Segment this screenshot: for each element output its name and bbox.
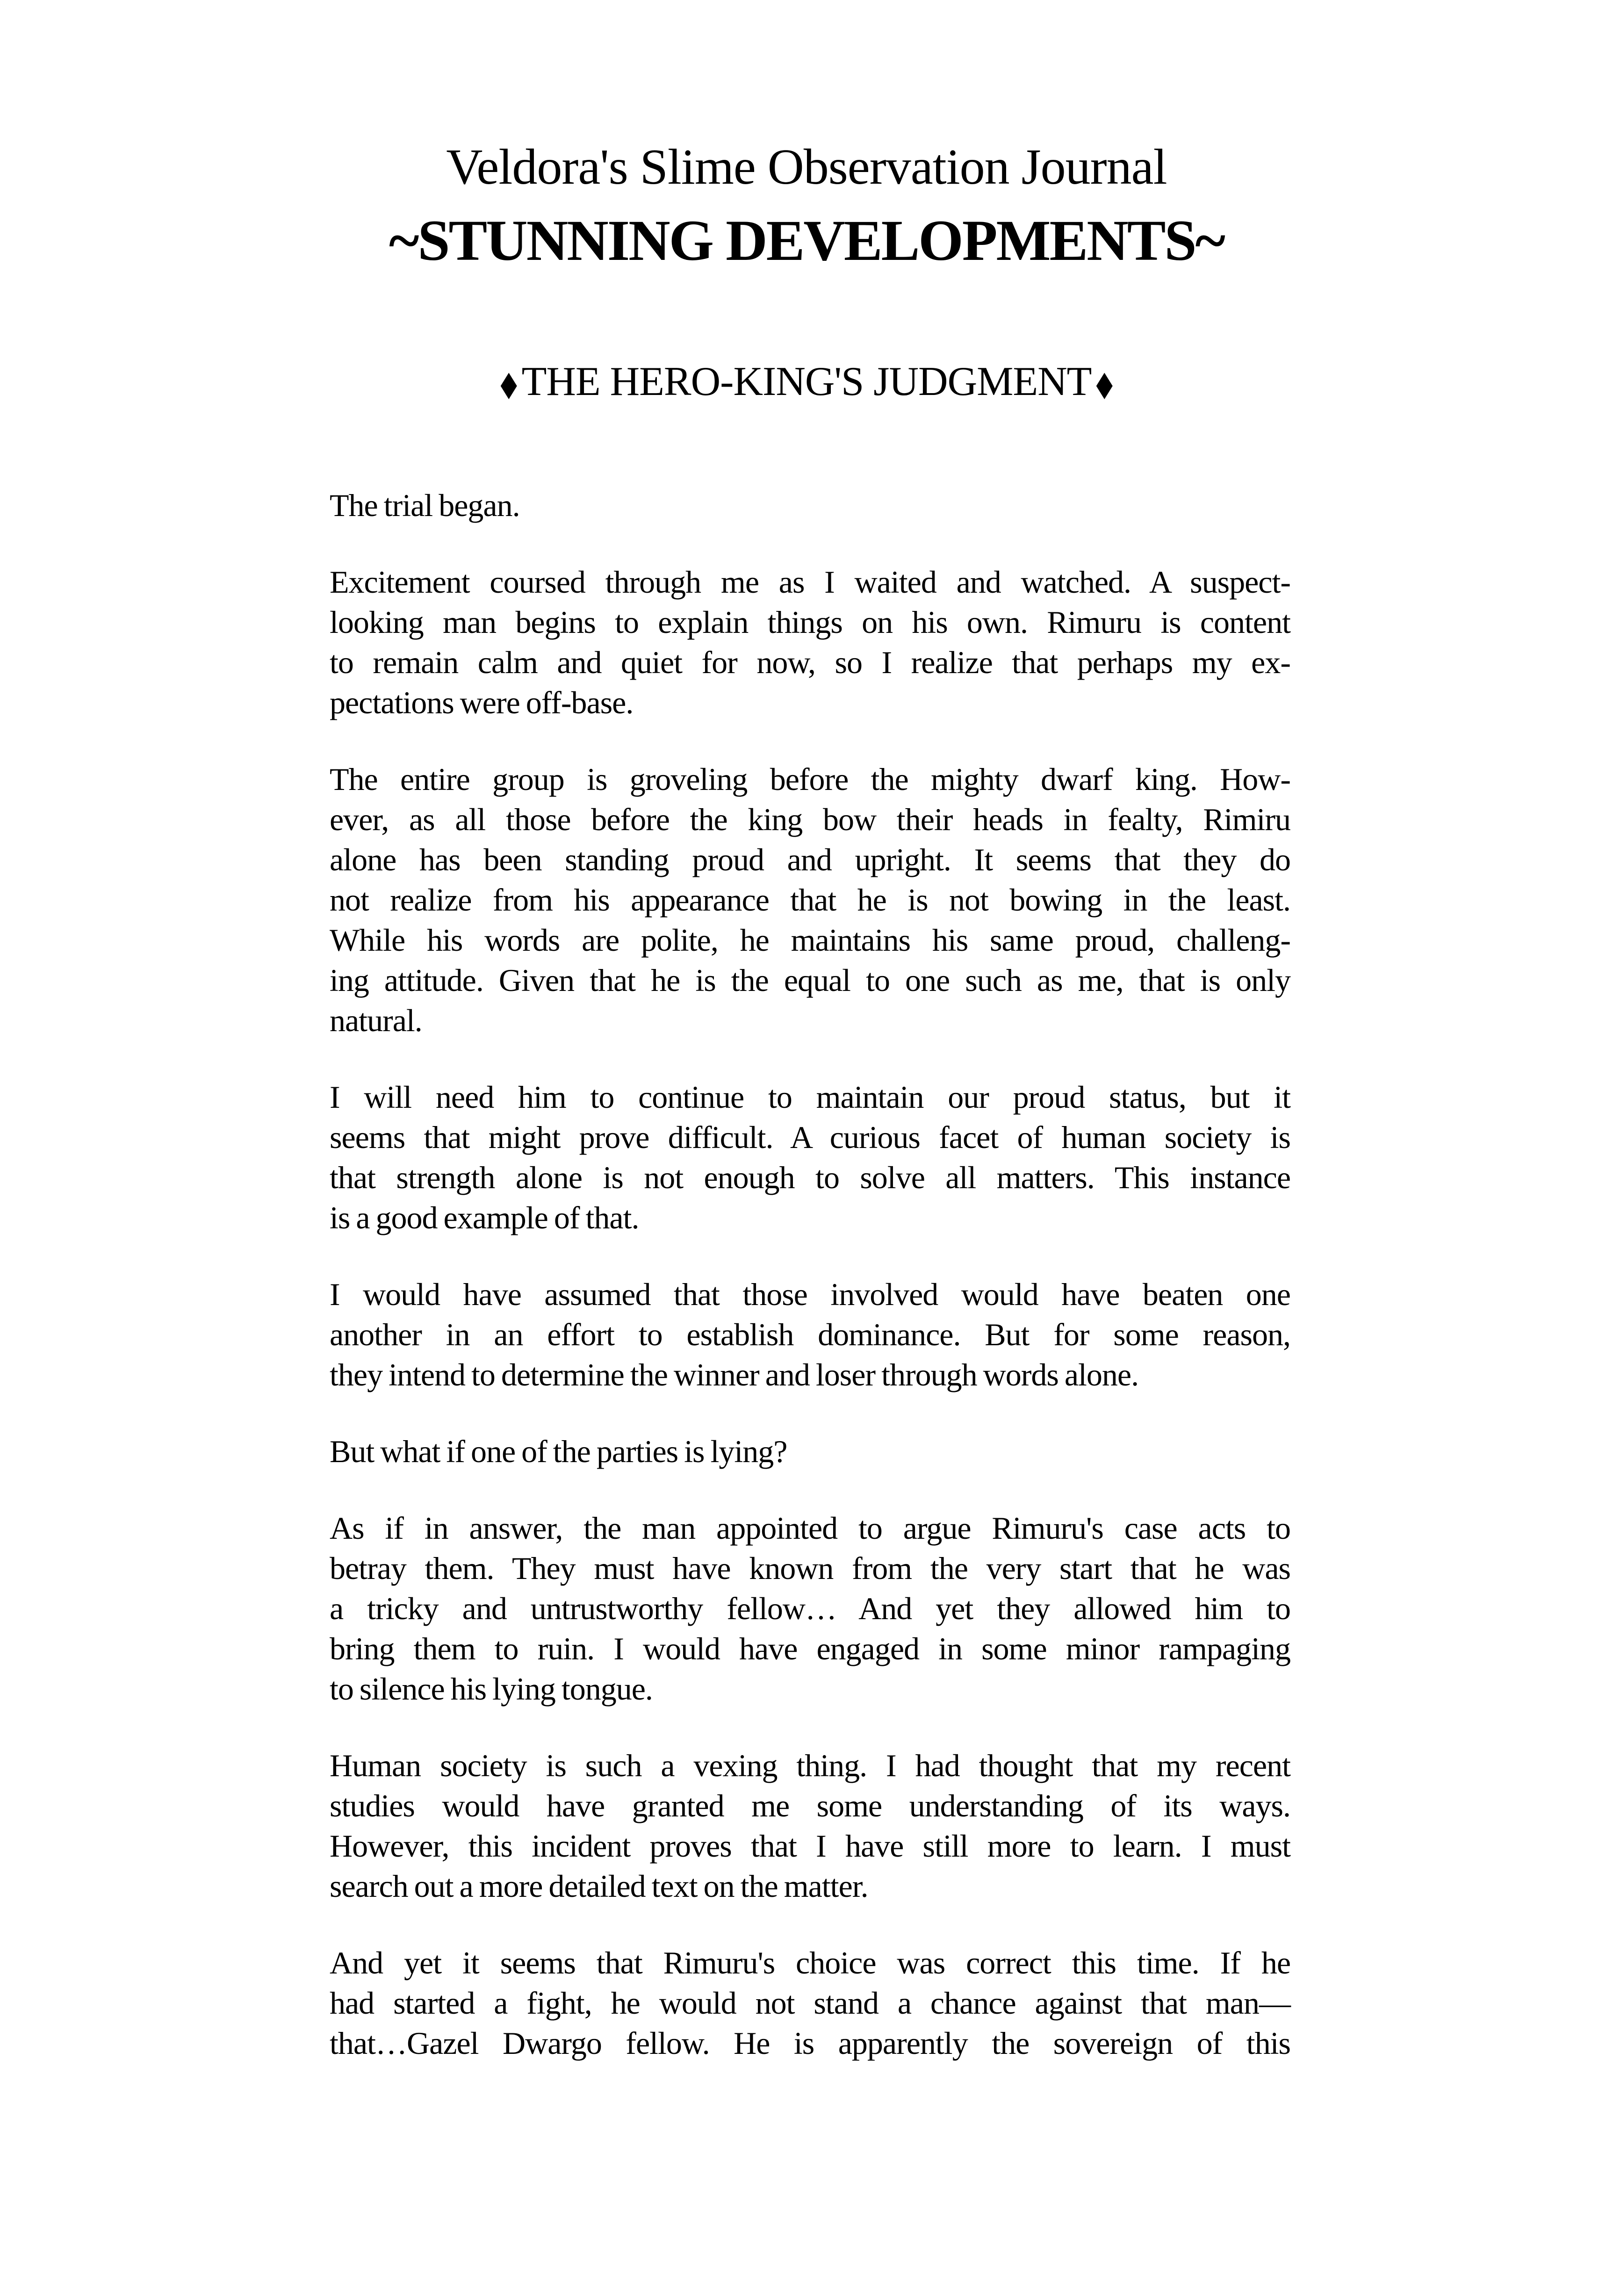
body-text (330, 485, 1290, 2063)
paragraph (330, 562, 1290, 723)
page-subtitle: ~STUNNING DEVELOPMENTS~ (389, 208, 1224, 273)
title-block (0, 133, 1613, 280)
text-line: another in an effort to establish dominance. But for some reason, (330, 1317, 1290, 1352)
text-line: to silence his lying tongue. (330, 1671, 653, 1707)
text-line: alone has been standing proud and upright. It seems that they do (330, 842, 1290, 877)
text-line: bring them to ruin. I would have engaged in some minor rampaging (330, 1631, 1290, 1666)
paragraph (330, 1431, 1290, 1471)
paragraph (330, 1943, 1290, 2063)
text-line: Excitement coursed through me as I waited and watched. A suspect- (330, 564, 1290, 600)
text-line: betray them. They must have known from the very start that he was (330, 1550, 1290, 1586)
section-title: THE HERO-KING'S JUDGMENT (521, 359, 1092, 404)
text-line: pectations were off-base. (330, 685, 634, 720)
text-line: The trial began. (330, 488, 520, 523)
paragraph (330, 1077, 1290, 1238)
text-line: a tricky and untrustworthy fellow… And yet they allowed him to (330, 1591, 1290, 1626)
text-line: ever, as all those before the king bow their heads in fealty, Rimiru (330, 802, 1290, 837)
text-line: The entire group is groveling before the mighty dwarf king. How- (330, 761, 1290, 797)
paragraph (330, 1745, 1290, 1906)
paragraph (330, 1274, 1290, 1395)
text-line: is a good example of that. (330, 1200, 639, 1235)
text-line: As if in answer, the man appointed to argue Rimuru's case acts to (330, 1510, 1290, 1546)
text-line: However, this incident proves that I have still more to learn. I must (330, 1828, 1290, 1864)
text-line: seems that might prove difficult. A curious facet of human society is (330, 1119, 1290, 1155)
paragraph (330, 485, 1290, 525)
text-line: had started a fight, he would not stand a chance against that man— (330, 1985, 1290, 2021)
text-line: studies would have granted me some understanding of its ways. (330, 1788, 1290, 1823)
text-line: But what if one of the parties is lying? (330, 1434, 787, 1469)
section-heading (0, 356, 1613, 409)
paragraph (330, 1508, 1290, 1709)
text-line: I would have assumed that those involved would have beaten one (330, 1277, 1290, 1312)
text-line: search out a more detailed text on the matter. (330, 1868, 868, 1904)
text-line: looking man begins to explain things on his own. Rimuru is content (330, 604, 1290, 640)
page-title: Veldora's Slime Observation Journal (446, 139, 1167, 195)
text-line: Human society is such a vexing thing. I had thought that my recent (330, 1748, 1290, 1783)
paragraph (330, 759, 1290, 1040)
text-line: that…Gazel Dwargo fellow. He is apparently the sovereign of this (330, 2025, 1290, 2061)
diamond-icon: ◆ (1096, 363, 1113, 403)
text-line: they intend to determine the winner and loser through words alone. (330, 1357, 1139, 1392)
text-line: that strength alone is not enough to solve all matters. This instance (330, 1160, 1290, 1195)
diamond-icon: ◆ (500, 363, 517, 403)
text-line: natural. (330, 1003, 422, 1038)
text-line: ing attitude. Given that he is the equal to one such as me, that is only (330, 962, 1290, 998)
text-line: I will need him to continue to maintain our proud status, but it (330, 1079, 1290, 1115)
text-line: not realize from his appearance that he is not bowing in the least. (330, 882, 1290, 918)
text-line: While his words are polite, he maintains his same proud, challeng- (330, 922, 1290, 958)
text-line: And yet it seems that Rimuru's choice was correct this time. If he (330, 1945, 1290, 1980)
text-line: to remain calm and quiet for now, so I realize that perhaps my ex- (330, 645, 1290, 680)
